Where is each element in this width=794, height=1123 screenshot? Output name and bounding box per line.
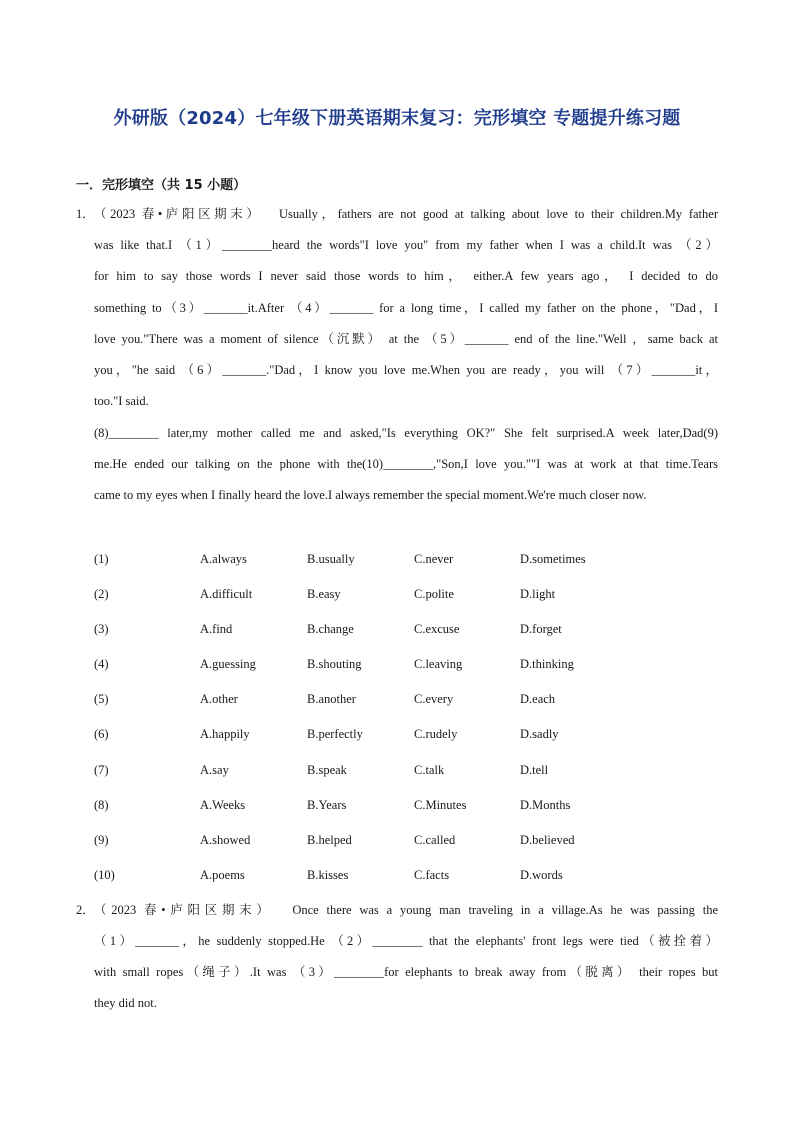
option-b[interactable]: B.kisses [307,868,349,882]
blank-number: (8) [94,798,109,812]
option-b[interactable]: B.change [307,622,354,636]
option-row [94,657,714,677]
option-b[interactable]: B.shouting [307,657,362,671]
option-b[interactable]: B.helped [307,833,352,847]
option-c[interactable]: C.talk [414,763,445,777]
blank-number: (4) [94,657,109,671]
passage-line: with small ropes（绳子）.It was （3）________for elephants to break away from（脱离） their ropes but [94,965,718,979]
passage-line: （2023 春•庐阳区期末） Once there was a young man traveling in a village.As he was passing the [94,903,718,917]
option-a[interactable]: A.showed [200,833,251,847]
option-d[interactable]: D.thinking [520,657,574,671]
blank-number: (3) [94,622,109,636]
passage-line: （1）_______，he suddenly stopped.He （2）________ that the elephants' front legs were tied（被拴着） [94,934,718,948]
passage-line: love you."There was a moment of silence（沉默） at the （5）_______ end of the line."Well ，same back at [94,332,718,346]
blank-number: (2) [94,587,109,601]
option-c[interactable]: C.Minutes [414,798,467,812]
option-a[interactable]: A.difficult [200,587,253,601]
option-b[interactable]: B.perfectly [307,727,363,741]
question-number-1: 1． [76,207,95,221]
option-row [94,727,714,747]
option-c[interactable]: C.called [414,833,456,847]
option-d[interactable]: D.forget [520,622,562,636]
option-a[interactable]: A.always [200,552,247,566]
blank-number: (9) [94,833,109,847]
passage-line: me.He ended our talking on the phone with the(10)________,"Son,I love you.""I was at work at that time.Tears [94,457,718,471]
blank-number: (1) [94,552,109,566]
blank-number: (10) [94,868,115,882]
option-a[interactable]: A.poems [200,868,245,882]
passage-line: was like that.I （1）________heard the words"I love you" from my father when I was a child.It was （2） [94,238,718,252]
option-d[interactable]: D.sometimes [520,552,586,566]
option-c[interactable]: C.never [414,552,454,566]
option-c[interactable]: C.facts [414,868,450,882]
option-b[interactable]: B.usually [307,552,355,566]
option-b[interactable]: B.another [307,692,356,706]
option-a[interactable]: A.say [200,763,229,777]
blank-number: (5) [94,692,109,706]
section-heading: 一．完形填空（共 15 小题） [76,178,247,193]
passage-line: (8)________ later,my mother called me and asked,"Is everything OK?" She felt surprised.A week later,Dad(9) [94,426,718,440]
option-d[interactable]: D.believed [520,833,575,847]
option-c[interactable]: C.leaving [414,657,463,671]
blank-number: (6) [94,727,109,741]
option-row [94,798,714,818]
option-c[interactable]: C.excuse [414,622,460,636]
option-a[interactable]: A.Weeks [200,798,246,812]
option-row [94,763,714,783]
option-c[interactable]: C.rudely [414,727,458,741]
option-d[interactable]: D.Months [520,798,571,812]
passage-line: something to（3）_______it.After （4）_______ for a long time，I called my father on the phone，"Dad，I [94,301,718,315]
option-a[interactable]: A.guessing [200,657,256,671]
option-row [94,622,714,642]
option-c[interactable]: C.every [414,692,454,706]
option-row [94,692,714,712]
passage-line: they did not. [94,996,157,1010]
passage-line: you，"he said （6）_______."Dad，I know you love me.When you are ready，you will （7）_______it， [94,363,718,377]
option-d[interactable]: D.light [520,587,556,601]
blank-number: (7) [94,763,109,777]
option-row [94,833,714,853]
option-a[interactable]: A.find [200,622,233,636]
option-row [94,587,714,607]
option-d[interactable]: D.sadly [520,727,559,741]
option-d[interactable]: D.tell [520,763,549,777]
option-row [94,552,714,572]
question-number-2: 2． [76,903,95,917]
passage-line: came to my eyes when I finally heard the love.I always remember the special moment.We're much closer now. [94,488,647,502]
option-b[interactable]: B.easy [307,587,341,601]
option-b[interactable]: B.Years [307,798,347,812]
option-d[interactable]: D.words [520,868,563,882]
document-title: 外研版（2024）七年级下册英语期末复习：完形填空 专题提升练习题 [113,108,681,129]
passage-line: too."I said. [94,394,149,408]
option-row [94,868,714,888]
option-a[interactable]: A.other [200,692,238,706]
option-a[interactable]: A.happily [200,727,250,741]
option-c[interactable]: C.polite [414,587,454,601]
passage-line: for him to say those words I never said those words to him， either.A few years ago， I decided to do [94,269,718,283]
option-b[interactable]: B.speak [307,763,347,777]
option-d[interactable]: D.each [520,692,556,706]
passage-line: （2023 春•庐阳区期末） Usually，fathers are not good at talking about love to their children.My father [94,207,718,221]
